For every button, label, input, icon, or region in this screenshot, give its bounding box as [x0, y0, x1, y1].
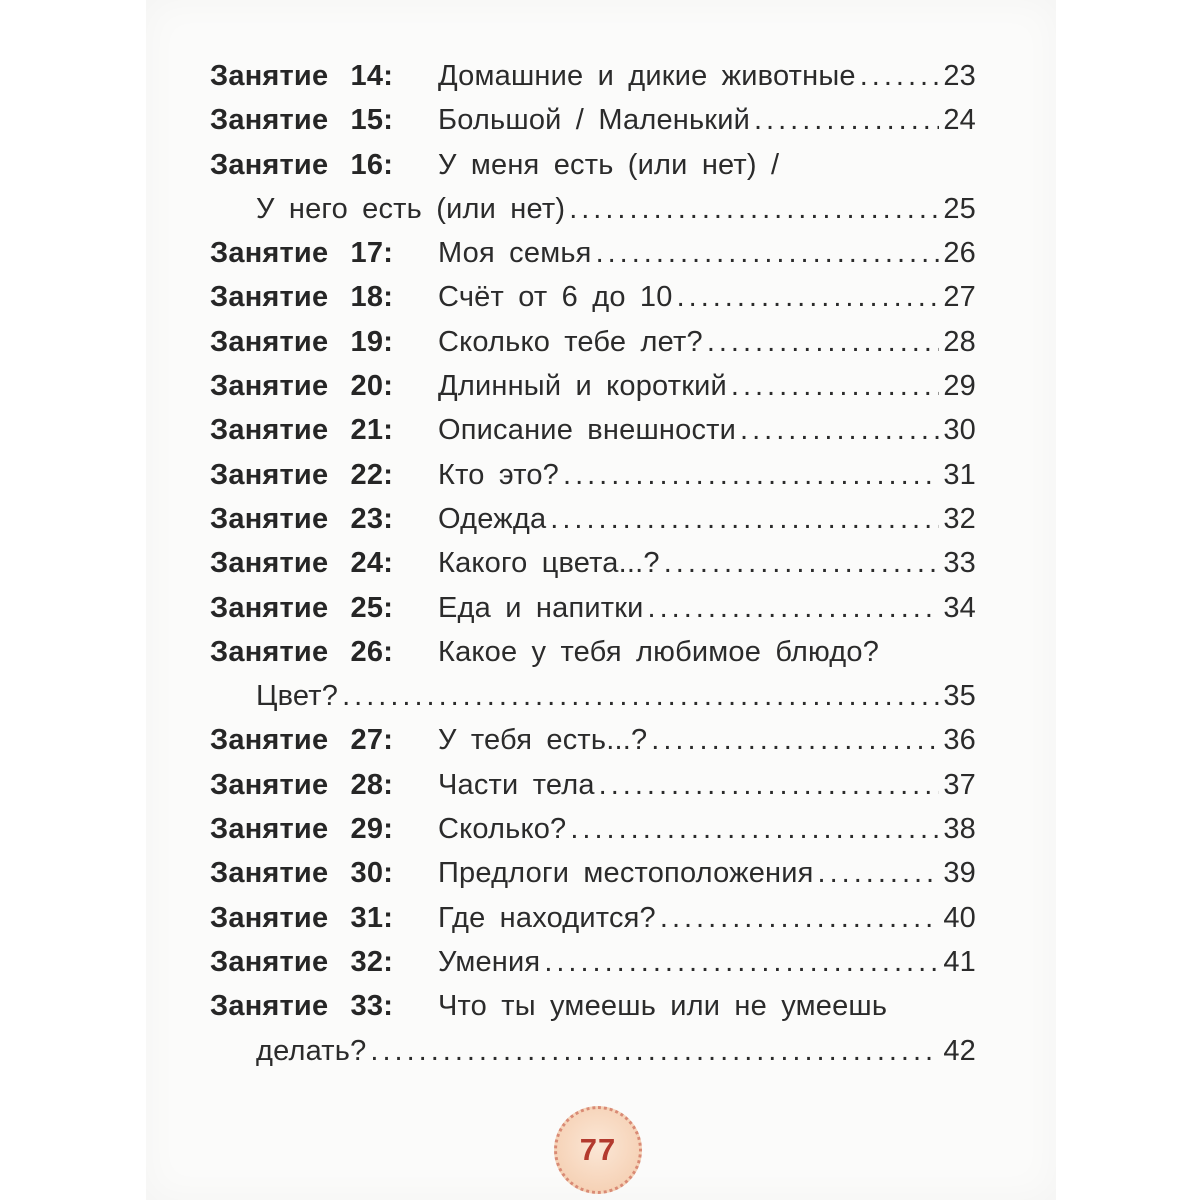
lesson-title: Части тела: [438, 768, 595, 801]
lesson-label: Занятие 24:: [210, 547, 394, 580]
leader-dots: [677, 281, 940, 314]
lesson-title: У тебя есть...?: [438, 724, 648, 757]
leader-dots: [860, 60, 940, 93]
leader-dots: [754, 104, 939, 137]
toc-row: [210, 414, 976, 458]
lesson-label: Занятие 17:: [210, 237, 394, 270]
toc-row: [210, 459, 976, 503]
lesson-label: Занятие 31:: [210, 901, 394, 934]
leader-dots: [660, 902, 939, 935]
leader-dots: [818, 857, 940, 890]
lesson-title: Предлоги местоположения: [438, 857, 814, 890]
leader-dots: [648, 592, 940, 625]
lesson-label: Занятие 23:: [210, 502, 394, 535]
lesson-title: Домашние и дикие животные: [438, 60, 856, 92]
lesson-title: Одежда: [438, 502, 547, 535]
toc-row: [210, 281, 976, 325]
lesson-label: Занятие 30:: [210, 857, 394, 890]
leader-dots: [342, 680, 939, 713]
toc-row-continuation: [210, 1035, 976, 1079]
lesson-page: 33: [943, 547, 976, 580]
lesson-title: Какое у тебя любимое блюдо?: [438, 635, 880, 668]
lesson-title: Моя семья: [438, 237, 592, 270]
toc-row: [210, 60, 976, 104]
toc-row: [210, 857, 976, 901]
lesson-title: Счёт от 6 до 10: [438, 281, 673, 314]
lesson-label: Занятие 14:: [210, 60, 394, 92]
lesson-page: 25: [943, 192, 976, 225]
lesson-title: Сколько тебе лет?: [438, 325, 703, 358]
lesson-label: Занятие 26:: [210, 635, 394, 668]
toc-row: [210, 636, 976, 680]
lesson-page: 36: [943, 724, 976, 757]
leader-dots: [731, 370, 939, 403]
lesson-page: 31: [943, 458, 976, 491]
lesson-page: 41: [943, 945, 976, 978]
lesson-label: Занятие 29:: [210, 813, 394, 846]
toc-row: [210, 104, 976, 148]
lesson-page: 26: [943, 237, 976, 270]
lesson-page: 39: [943, 857, 976, 890]
lesson-label: Занятие 33:: [210, 990, 394, 1023]
lesson-page: 32: [943, 502, 976, 535]
lesson-page: 30: [943, 414, 976, 447]
leader-dots: [563, 459, 939, 492]
toc-row: [210, 946, 976, 990]
lesson-label: Занятие 16:: [210, 148, 394, 181]
toc-row: [210, 592, 976, 636]
leader-dots: [569, 193, 939, 226]
toc-row: [210, 237, 976, 281]
leader-dots: [550, 503, 939, 536]
leader-dots: [370, 1035, 939, 1068]
lesson-label: Занятие 15:: [210, 104, 394, 137]
lesson-title: Цвет?: [256, 680, 339, 713]
leader-dots: [570, 813, 939, 846]
lesson-label: Занятие 25:: [210, 591, 394, 624]
page-number-badge: [554, 1106, 642, 1194]
lesson-label: Занятие 32:: [210, 945, 394, 978]
toc-row: [210, 990, 976, 1034]
leader-dots: [599, 769, 940, 802]
leader-dots: [707, 326, 940, 359]
lesson-label: Занятие 22:: [210, 458, 394, 491]
lesson-label: Занятие 20:: [210, 370, 394, 403]
book-page: [146, 0, 1056, 1200]
lesson-page: 27: [943, 281, 976, 314]
table-of-contents: [210, 60, 976, 1079]
toc-row-continuation: [210, 680, 976, 724]
toc-row: [210, 503, 976, 547]
page-number: 77: [579, 1132, 617, 1167]
leader-dots: [740, 414, 939, 447]
toc-row: [210, 813, 976, 857]
leader-dots: [544, 946, 939, 979]
lesson-title: делать?: [256, 1034, 367, 1067]
lesson-page: 24: [943, 104, 976, 137]
lesson-page: 34: [943, 591, 976, 624]
lesson-page: 35: [943, 680, 976, 713]
lesson-title: Где находится?: [438, 901, 656, 934]
lesson-title: Большой / Маленький: [438, 104, 750, 137]
leader-dots: [651, 724, 939, 757]
lesson-title: Кто это?: [438, 458, 560, 491]
toc-row-continuation: [210, 193, 976, 237]
lesson-title: Что ты умеешь или не умеешь: [438, 990, 888, 1023]
leader-dots: [664, 547, 940, 580]
lesson-title: Длинный и короткий: [438, 370, 727, 403]
lesson-page: 29: [943, 370, 976, 403]
lesson-page: 40: [943, 901, 976, 934]
leader-dots: [596, 237, 940, 270]
toc-row: [210, 724, 976, 768]
toc-row: [210, 902, 976, 946]
lesson-page: 28: [943, 325, 976, 358]
toc-row: [210, 149, 976, 193]
lesson-label: Занятие 21:: [210, 414, 394, 447]
lesson-label: Занятие 18:: [210, 281, 394, 314]
toc-row: [210, 326, 976, 370]
lesson-title: Какого цвета...?: [438, 547, 660, 580]
lesson-label: Занятие 19:: [210, 325, 394, 358]
lesson-page: 38: [943, 813, 976, 846]
toc-row: [210, 547, 976, 591]
lesson-title: Сколько?: [438, 813, 567, 846]
lesson-title: У него есть (или нет): [256, 192, 566, 225]
toc-row: [210, 769, 976, 813]
lesson-page: 42: [943, 1034, 976, 1067]
lesson-page: 23: [943, 60, 976, 92]
lesson-title: Описание внешности: [438, 414, 737, 447]
lesson-label: Занятие 28:: [210, 768, 394, 801]
toc-row: [210, 370, 976, 414]
lesson-title: Еда и напитки: [438, 591, 644, 624]
lesson-title: У меня есть (или нет) /: [438, 148, 780, 181]
lesson-label: Занятие 27:: [210, 724, 394, 757]
lesson-page: 37: [943, 768, 976, 801]
lesson-title: Умения: [438, 945, 541, 978]
